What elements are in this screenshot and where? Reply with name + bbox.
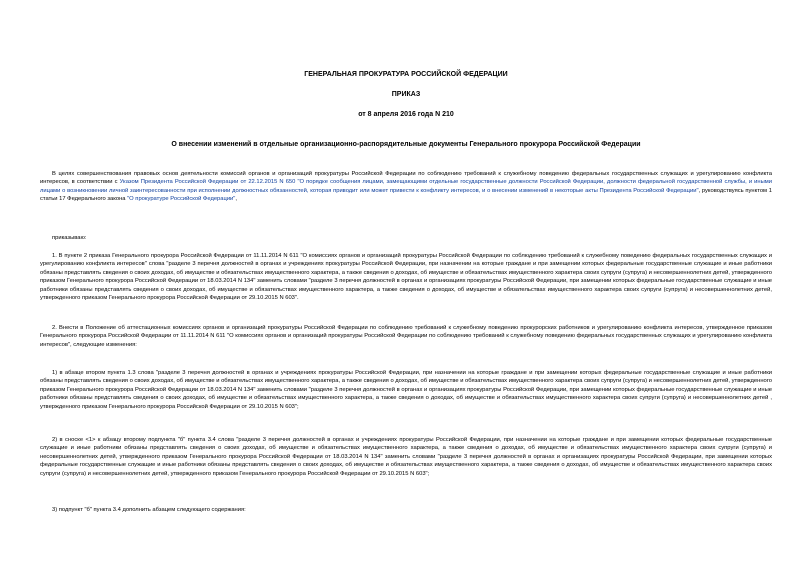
paragraph-subitem-2: 2) в сноске <1> к абзацу второму подпункта "б" пункта 3.4 слова "разделе 3 перечня должностей в органах и учреждениях прокуратуры Российской Федерации, при назначении на которые граждане и при замещении которых федеральные государственные служащие и иные работники обязаны представлять сведения о своих доходах, об имуществе и обязательствах имущественного характера, а также сведения о доходах, об имуществе и обязательствах имущественного характера своих супруги (супруга) и несовершеннолетних детей, утвержденного приказом Генерального прокурора Российской Федерации от 18.03.2014 N 134" заменить словами "разделе 3 перечня должностей в органах и организациях прокуратуры Российской Федерации, при замещении которых федеральные государственные служащие и иные работники обязаны представлять сведения о своих доходах, об имуществе и обязательствах имущественного характера, а также сведения о доходах, об имуществе и обязательствах имущественного характера своих супруги (супруга) и несовершеннолетних детей, утвержденного приказом Генерального прокурора Российской Федерации от 29.10.2015 N 603"; <box>40 437 772 477</box>
preamble-text-middle: , руководствуясь пунктом 1 статьи 17 Федерального закона <box>40 187 772 203</box>
preamble-text-start: В целях совершенствования правовых основ деятельности комиссий органов и организаций прокуратуры Российской Федерации по соблюдению требований к служебному поведению федеральных государственных служащих и урегулированию конфликта интересов, в соответствии с <box>40 171 772 186</box>
paragraph-preamble <box>40 170 772 204</box>
org-heading: ГЕНЕРАЛЬНАЯ ПРОКУРАТУРА РОССИЙСКОЙ ФЕДЕРАЦИИ <box>304 71 508 78</box>
preamble-text-end: , <box>235 196 237 203</box>
document-title: О внесении изменений в отдельные организационно-распорядительные документы Генерального прокурора Российской Федерации <box>171 141 641 148</box>
date-number-heading: от 8 апреля 2016 года N 210 <box>358 111 454 118</box>
paragraph-order: приказываю: <box>52 235 87 241</box>
paragraph-item-2: 2. Внести в Положение об аттестационных комиссиях органов и организаций прокуратуры Российской Федерации по соблюдению требований к служебному поведению прокурорских работников и урегулированию конфликта интересов, утвержденное приказом Генерального прокурора Российской Федерации от 11.11.2014 N 611 "О комиссиях органов и организаций прокуратуры Российской Федерации по соблюдению требований к служебному поведению федеральных государственных служащих и урегулированию конфликта интересов", следующие изменения: <box>40 325 772 348</box>
paragraph-subitem-1: 1) в абзаце втором пункта 1.3 слова "разделе 3 перечня должностей в органах и учреждениях прокуратуры Российской Федерации, при назначении на которые граждане и при замещении которых федеральные государственные служащие и иные работники обязаны представлять сведения о своих доходах, об имуществе и обязательствах имущественного характера, а также сведения о доходах, об имуществе и обязательствах имущественного характера своих супруги (супруга) и несовершеннолетних детей, утвержденного приказом Генерального прокурора Российской Федерации от 18.03.2014 N 134" заменить словами "разделе 3 перечня должностей в органах и организациях прокуратуры Российской Федерации, при замещении которых федеральные государственные служащие и иные работники обязаны представлять сведения о своих доходах, об имуществе и обязательствах имущественного характера, а также сведения о доходах, об имуществе и обязательствах имущественного характера своих супруги (супруга) и несовершеннолетних детей , утвержденного приказом Генерального прокурора Российской Федерации от 29.10.2015 N 603"; <box>40 370 772 410</box>
presidential-decree-link[interactable]: Указом Президента Российской Федерации от 22.12.2015 N 650 "О порядке сообщения лицами, замещающими отдельные государственные должности Российской Федерации, должности федеральной государственной службы, и иными лицами о возникновении личной заинтересованности при исполнении должностных обязанностей, которая приводит или может привести к конфликту интересов, и о внесении изменений в некоторые акты Президента Российской Федерации" <box>40 179 773 194</box>
prosecution-law-link[interactable]: "О прокуратуре Российской Федерации" <box>127 196 236 203</box>
doc-type-heading: ПРИКАЗ <box>391 91 421 98</box>
paragraph-subitem-3: 3) подпункт "б" пункта 3.4 дополнить абзацем следующего содержания: <box>52 507 246 513</box>
paragraph-item-1: 1. В пункте 2 приказа Генерального прокурора Российской Федерации от 11.11.2014 N 611 "О комиссиях органов и организаций прокуратуры Российской Федерации по соблюдению требований к служебному поведению федеральных государственных служащих и урегулированию конфликта интересов" слова "разделе 3 перечня должностей в органах и учреждениях прокуратуры Российской Федерации, при назначении на которые граждане и при замещении которых федеральные государственные служащие и иные работники обязаны представлять сведения о своих доходах, об имуществе и обязательствах имущественного характера, а также сведения о доходах, об имуществе и обязательствах имущественного характера своих супруги (супруга) и несовершеннолетних детей, утвержденного приказом Генерального прокурора Российской Федерации от 18.03.2014 N 134" заменить словами "разделе 3 перечня должностей в органах и организациях прокуратуры Российской Федерации, при замещении которых федеральные государственные служащие и иные работники обязаны представлять сведения о своих доходах, об имуществе и обязательствах имущественного характера, а также сведения о доходах, об имуществе и обязательствах имущественного характера своих супруги (супруга) и несовершеннолетних детей, утвержденного приказом Генерального прокурора Российской Федерации от 29.10.2015 N 603". <box>40 253 772 302</box>
